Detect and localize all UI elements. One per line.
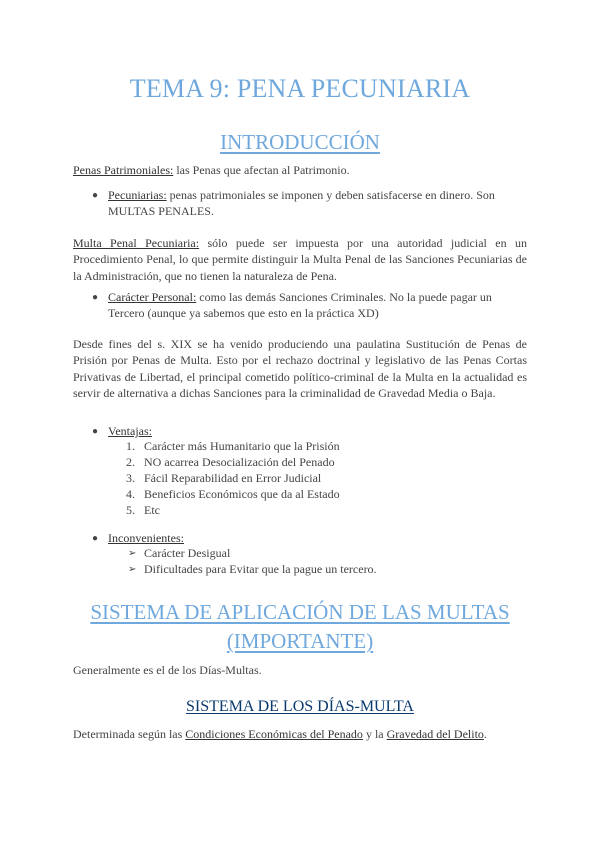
list-item: Dificultades para Evitar que la pague un tercero. <box>144 562 377 576</box>
list-label-inconvenientes <box>108 530 528 546</box>
text-penas-patrimoniales: las Penas que afectan al Patrimonio. <box>173 163 350 177</box>
bullet-dot-icon: ● <box>92 190 99 201</box>
list-number: 3. <box>126 471 135 485</box>
text-determinada-post: . <box>483 727 487 741</box>
list-number: 2. <box>126 455 135 469</box>
arrowhead-bullet-icon: ➢ <box>128 548 137 559</box>
paragraph-determinada <box>73 726 527 742</box>
bullet-dot-icon: ● <box>92 292 99 303</box>
list-number: 1. <box>126 439 135 453</box>
bullet-dot-icon: ● <box>92 533 99 544</box>
term-caracter-personal: Carácter Personal: <box>108 290 197 304</box>
term-inconvenientes: Inconvenientes: <box>108 531 184 545</box>
list-item: Carácter más Humanitario que la Prisión <box>144 439 340 453</box>
list-item: Etc <box>144 503 160 517</box>
list-item-pecuniarias <box>108 187 528 220</box>
paragraph-multa-penal <box>73 235 527 284</box>
list-item: Fácil Reparabilidad en Error Judicial <box>144 471 322 485</box>
paragraph-penas-patrimoniales <box>73 163 527 178</box>
term-gravedad-delito: Gravedad del Delito <box>386 727 484 741</box>
list-item: NO acarrea Desocialización del Penado <box>144 455 335 469</box>
paragraph-historia: Desde fines del s. XIX se ha venido produciendo una paulatina Sustitución de Penas de Prisión por Penas de Multa. Esto por el rechazo doctrinal y legislativo de las Penas Cortas Privativas de Libertad, el principal cometido político-criminal de la Multa en la actualidad es servir de alternativa a dichas Sanciones para la criminalidad de Gravedad Media o Baja. <box>73 337 527 400</box>
heading-sistema-aplicacion <box>73 598 527 656</box>
list-number: 5. <box>126 503 135 517</box>
bullet-dot-icon: ● <box>92 426 99 437</box>
term-condiciones-economicas: Condiciones Económicas del Penado <box>185 727 363 741</box>
list-item-caracter-personal <box>108 289 528 322</box>
text-caracter-personal: como las demás Sanciones Criminales. No la puede pagar un Tercero (aunque ya sabemos que esto en la práctica XD) <box>108 290 492 321</box>
term-penas-patrimoniales: Penas Patrimoniales: <box>73 163 174 177</box>
text-determinada-mid: y la <box>362 727 387 741</box>
term-ventajas: Ventajas: <box>108 424 152 438</box>
heading-line-1: SISTEMA DE APLICACIÓN DE LAS MULTAS <box>90 600 510 624</box>
paragraph-generalmente: Generalmente es el de los Días-Multas. <box>73 663 262 677</box>
text-determinada-pre: Determinada según las <box>73 727 186 741</box>
list-item: Carácter Desigual <box>144 546 231 560</box>
term-pecuniarias: Pecuniarias: <box>108 188 167 202</box>
term-multa-penal: Multa Penal Pecuniaria: <box>73 236 200 250</box>
page-title: TEMA 9: PENA PECUNIARIA <box>129 74 471 103</box>
heading-introduccion: INTRODUCCIÓN <box>220 130 380 154</box>
heading-line-2: (IMPORTANTE) <box>226 629 374 653</box>
list-item: Beneficios Económicos que da al Estado <box>144 487 340 501</box>
heading-dias-multa: SISTEMA DE LOS DÍAS-MULTA <box>186 698 414 715</box>
list-label-ventajas <box>108 423 528 439</box>
list-number: 4. <box>126 487 135 501</box>
arrowhead-bullet-icon: ➢ <box>128 564 137 575</box>
text-pecuniarias: penas patrimoniales se imponen y deben satisfacerse en dinero. Son MULTAS PENALES. <box>108 188 495 219</box>
text-multa-penal: sólo puede ser impuesta por una autoridad judicial en un Procedimiento Penal, lo que permite distinguir la Multa Penal de las Sanciones Pecuniarias de la Administración, que no tienen la naturaleza de Pena. <box>73 236 527 283</box>
